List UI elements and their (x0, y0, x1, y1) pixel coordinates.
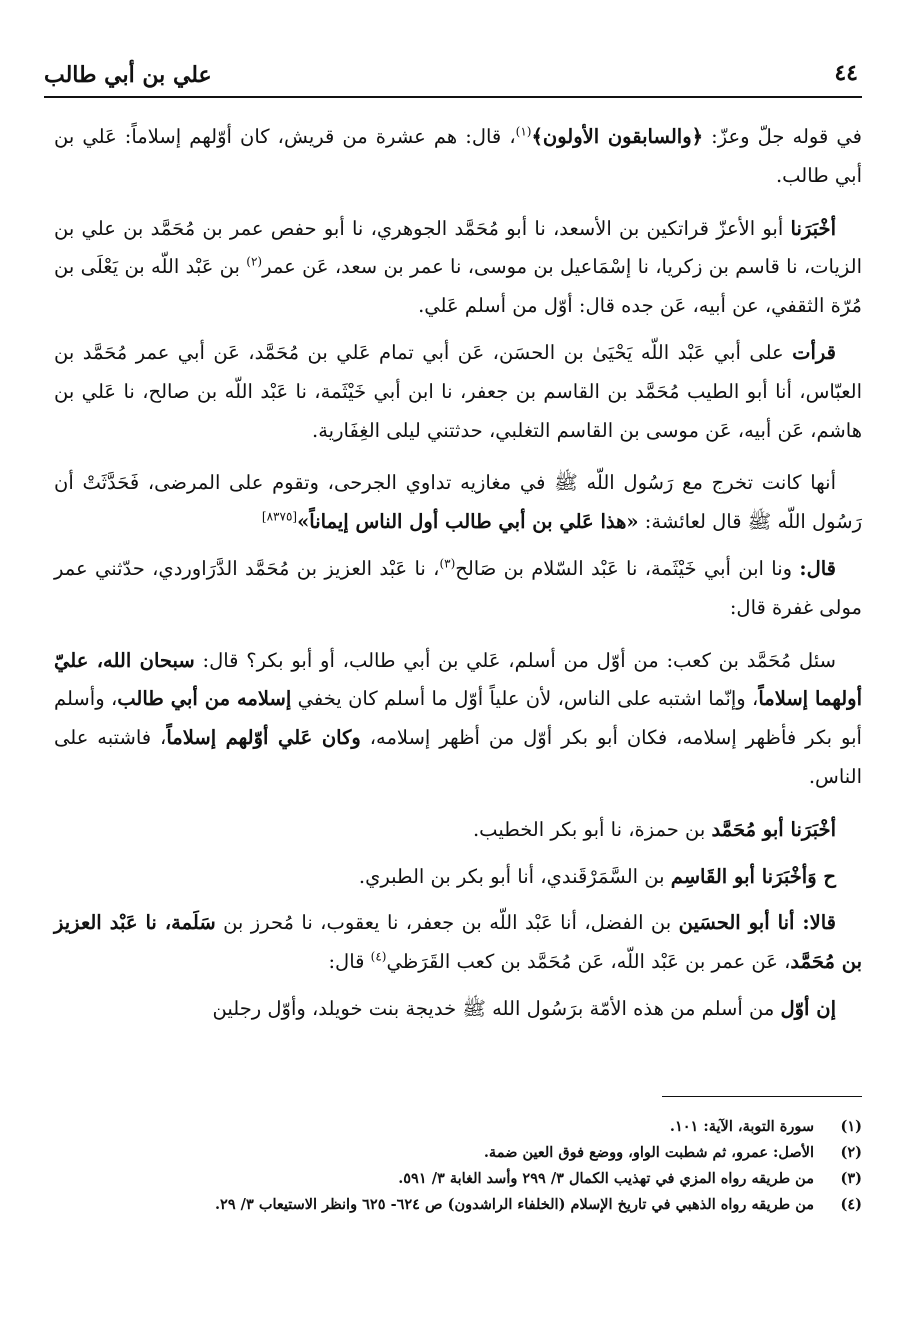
footnote-divider (662, 1096, 862, 1097)
paragraph-4 (54, 464, 862, 542)
footnote-1 (54, 1114, 862, 1140)
footnote-ref: (٤) (370, 949, 387, 964)
footnote-number: (٢) (840, 1144, 862, 1161)
paragraph-7 (54, 811, 862, 850)
isnad-lead: ح وَأخْبَرَنا أبو القَاسِم (670, 864, 836, 888)
footnote-text: الأصل: عمرو، ثم شطبت الواو، ووضع فوق العين ضمة. (483, 1144, 814, 1161)
footnote-number: (٤) (840, 1196, 862, 1213)
hadith-number: [٨٣٧٥] (261, 509, 298, 524)
footnote-2 (54, 1140, 862, 1166)
text-run: ، وإنّما اشتبه على الناس، لأن علياً أوّل ما أسلم كان يخفي (291, 687, 759, 711)
main-text (54, 118, 862, 1037)
text-run: في قوله جلّ وعزّ: (703, 125, 862, 148)
text-run: بن عَبْد اللّه بن يَعْلَى بن مُرّة الثقفي، عن أبيه، عَن جده قال: أوّل من أسلم عَلي. (54, 255, 862, 318)
text-run: ، عَن عمر بن عَبْد اللّه، عَن مُحَمَّد بن كعب القَرَظي (386, 950, 791, 974)
isnad-lead: أخْبَرَنا أبو مُحَمَّد (711, 817, 836, 841)
hadith-quote: «هذا عَلي بن أبي طالب أول الناس إيماناً» (297, 510, 639, 534)
text-run: على أبي عَبْد اللّه يَحْيَىٰ بن الحسَن، عَن أبي تمام عَلي بن مُحَمَّد، عَن أبي عمر مُحَمَّد بن العبّاس، أنا أبو الطيب مُحَمَّد بن القاسم بن جعفر، نا ابن أبي خَيْثَمة، نا عَبْد اللّه بن صالح، نا عَلي بن هاشم، عَن أبيه، عَن موسى بن القاسم التغلبي، حدثتني ليلى الغِفَارية. (54, 340, 862, 442)
footnote-4 (54, 1192, 862, 1218)
paragraph-10 (54, 990, 862, 1029)
paragraph-1 (54, 118, 862, 196)
quran-quote: ﴿والسابقون الأولون﴾ (531, 125, 704, 148)
isnad-lead: قال: (799, 556, 837, 580)
footnote-3 (54, 1166, 862, 1192)
text-run: سئل مُحَمَّد بن كعب: من أوّل من أسلم، عَلي بن أبي طالب، أو أبو بكر؟ قال: (194, 648, 836, 672)
bold-run: سبحان الله، عليّ أولهما إسلاماً (54, 648, 862, 711)
footnote-ref: (١) (515, 124, 532, 139)
bold-run: سَلَمة، نا عَبْد العزيز بن مُحَمَّد (54, 911, 862, 974)
footnotes (54, 1114, 862, 1218)
running-title: علي بن أبي طالب (44, 62, 212, 88)
text-run: أنها كانت تخرج مع رَسُول اللّه ﷺ في مغازيه تداوي الجرحى، وتقوم على المرضى، فَحَدَّثَتْ أن رَسُول اللّه ﷺ قال لعائشة: (54, 471, 862, 534)
text-run: بن حمزة، نا أبو بكر الخطيب. (472, 817, 712, 841)
isnad-lead: أخْبَرَنا (790, 216, 837, 240)
text-run: قال: (328, 950, 371, 974)
text-run: ، قال: هم عشرة من قريش، كان أوّلهم إسلاماً: عَلي بن أبي طالب. (54, 125, 862, 187)
page-header (44, 56, 862, 98)
footnote-text: من طريقه رواه المزي في تهذيب الكمال ٣/ ٢٩٩ وأسد الغابة ٣/ ٥٩١. (398, 1170, 814, 1187)
isnad-lead: إن أوّل (780, 996, 836, 1020)
text-run: ، فاشتبه على الناس. (54, 726, 862, 788)
footnote-number: (٣) (840, 1170, 862, 1187)
text-run: بن الفضل، أنا عَبْد اللّه بن جعفر، نا يعقوب، نا مُحرز بن (215, 911, 679, 935)
paragraph-8 (54, 858, 862, 897)
text-run: بن السَّمَرْقَندي، أنا أبو بكر بن الطبري. (358, 864, 671, 888)
footnote-number: (١) (840, 1118, 862, 1135)
text-run: من أسلم من هذه الأمّة برَسُول الله ﷺ خديجة بنت خويلد، وأوّل رجلين (212, 996, 781, 1020)
paragraph-9 (54, 904, 862, 982)
footnote-text: سورة التوبة، الآية: ١٠١. (669, 1118, 814, 1135)
isnad-lead: قالا: أنا أبو الحسَين (678, 911, 836, 935)
bold-run: إسلامه من أبي طالب (117, 687, 292, 711)
footnote-ref: (٣) (439, 556, 456, 571)
paragraph-3 (54, 334, 862, 450)
text-run: أبو الأعزّ قراتكين بن الأسعد، نا أبو مُحَمَّد الجوهري، نا أبو حفص عمر بن مُحَمَّد بن علي بن الزيات، نا قاسم بن زكريا، نا إسْمَاعيل بن موسى، نا عمر بن سعد، عَن عمر (54, 216, 862, 279)
footnote-ref: (٢) (246, 254, 263, 269)
page-number: ٤٤ (834, 60, 858, 86)
paragraph-5 (54, 550, 862, 628)
isnad-lead: قرأت (792, 340, 836, 364)
footnote-text: من طريقه رواه الذهبي في تاريخ الإسلام (الخلفاء الراشدون) ص ٦٢٤- ٦٢٥ وانظر الاستيعاب ٣/ ٢٩. (214, 1196, 814, 1213)
paragraph-2 (54, 210, 862, 326)
bold-run: وكان عَلي أوّلهم إسلاماً (166, 726, 361, 750)
text-run: ، وأسلم أبو بكر فأظهر إسلامه، فكان أبو بكر أوّل من أظهر إسلامه، (54, 687, 862, 750)
text-run: ، نا عَبْد العزيز بن مُحَمَّد الدَّرَاوردي، حدّثني عمر مولى غفرة قال: (54, 556, 862, 619)
paragraph-6 (54, 642, 862, 797)
text-run: ونا ابن أبي خَيْثَمة، نا عَبْد السّلام بن صَالح (455, 556, 800, 580)
